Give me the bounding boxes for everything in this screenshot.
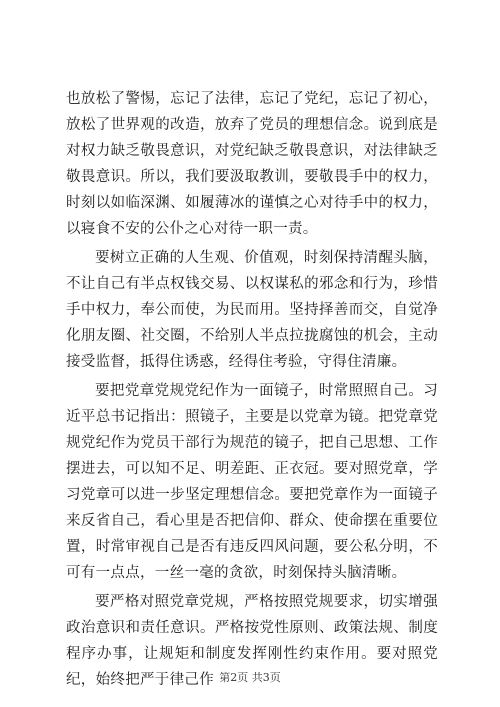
paragraph-4: 要严格对照党章党规，严格按照党规要求，切实增强政治意识和责任意识。严格按党性原则、政策法规、制度程序办事，让规矩和制度发挥刚性约束作用。要对照党纪，始终把严于律己作 bbox=[66, 594, 438, 688]
paragraph-2: 要树立正确的人生观、价值观，时刻保持清醒头脑，不让自己有半点权钱交易、以权谋私的邪念和行为，珍惜手中权力，奉公而使，为民而用。坚持择善而交，自觉净化朋友圈、社交圈，不给别人半点拉拢腐蚀的机会，主动接受监督，抵得住诱惑，经得住考验，守得住清廉。 bbox=[66, 250, 438, 370]
document-body bbox=[66, 86, 438, 696]
paragraph-3: 要把党章党规党纪作为一面镜子，时常照照自己。习近平总书记指出：照镜子，主要是以党章为镜。把党章党规党纪作为党员干部行为规范的镜子，把自己思想、工作摆进去，可以知不足、明差距、正衣冠。要对照党章，学习党章可以进一步坚定理想信念。要把党章作为一面镜子来反省自己，看心里是否把信仰、群众、使命摆在重要位置，时常审视自己是否有违反四风问题，要公私分明，不可有一点点，一丝一毫的贪欲，时刻保持头脑清晰。 bbox=[66, 383, 438, 581]
page-number-footer: 第2页 共3页 bbox=[219, 671, 281, 684]
paragraph-1: 也放松了警惕，忘记了法律，忘记了党纪，忘记了初心，放松了世界观的改造，放弃了党员的理想信念。说到底是对权力缺乏敬畏意识，对党纪缺乏敬畏意识，对法律缺乏敬畏意识。所以，我们要汲取教训，要敬畏手中的权力，时刻以如临深渊、如履薄冰的谨慎之心对待手中的权力，以寝食不安的公仆之心对待一职一责。 bbox=[66, 91, 438, 237]
